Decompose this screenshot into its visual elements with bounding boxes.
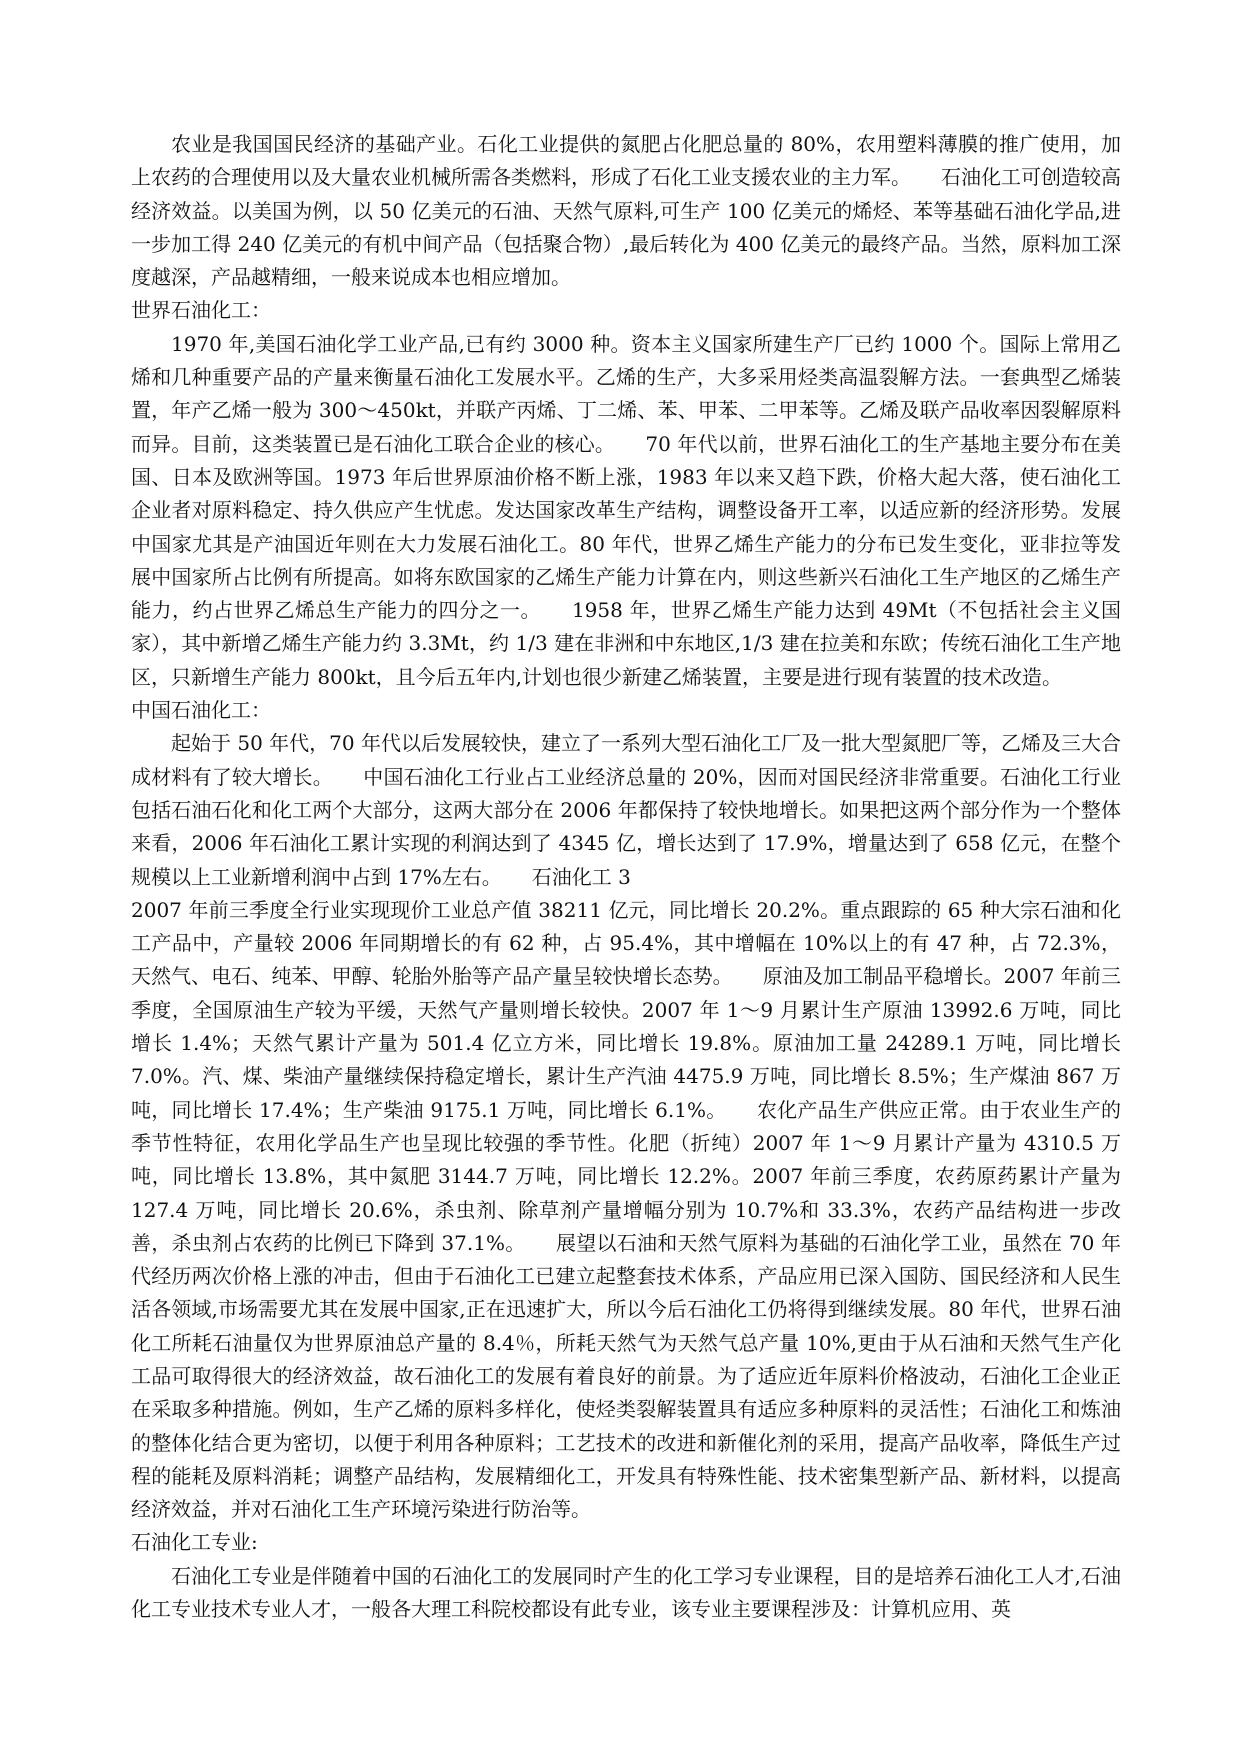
- heading-world-petrochemical: 世界石油化工：: [131, 298, 271, 323]
- paragraph-world-petrochemical: 1970 年,美国石油化学工业产品,已有约 3000 种。资本主义国家所建生产厂已约 1000 个。国际上常用乙烯和几种重要产品的产量来衡量石油化工发展水平。乙烯的生产，大多采用烃类高温裂解方法。一套典型乙烯装置，年产乙烯一般为 300～450kt，并联产丙烯、丁二烯、苯、甲苯、二甲苯等。乙烯及联产品收率因裂解原料而异。目前，这类装置已是石油化工联合企业的核心。 70 年代以前，世界石油化工的生产基地主要分布在美国、日本及欧洲等国。1973 年后世界原油价格不断上涨，1983 年以来又趋下跌，价格大起大落，使石油化工企业者对原料稳定、持久供应产生忧虑。发达国家改革生产结构，调整设备开工率，以适应新的经济形势。发展中国家尤其是产油国近年则在大力发展石油化工。80 年代，世界乙烯生产能力的分布已发生变化，亚非拉等发展中国家所占比例有所提高。如将东欧国家的乙烯生产能力计算在内，则这些新兴石油化工生产地区的乙烯生产能力，约占世界乙烯总生产能力的四分之一。 1958 年，世界乙烯生产能力达到 49Mt（不包括社会主义国家），其中新增乙烯生产能力约 3.3Mt，约 1/3 建在非洲和中东地区,1/3 建在拉美和东欧；传统石油化工生产地区，只新增生产能力 800kt，且今后五年内,计划也很少新建乙烯装置，主要是进行现有装置的技术改造。: [131, 331, 1121, 689]
- heading-china-petrochemical: 中国石油化工：: [131, 698, 271, 723]
- paragraph-2007-statistics: 2007 年前三季度全行业实现现价工业总产值 38211 亿元，同比增长 20.2%。重点跟踪的 65 种大宗石油和化工产品中，产量较 2006 年同期增长的有 62 种，占 95.4%，其中增幅在 10%以上的有 47 种，占 72.3%，天然气、电石、纯苯、甲醇、轮胎外胎等产品产量呈较快增长态势。 原油及加工制品平稳增长。2007 年前三季度，全国原油生产较为平缓，天然气产量则增长较快。2007 年 1～9 月累计生产原油 13992.6 万吨，同比增长 1.4%；天然气累计产量为 501.4 亿立方米，同比增长 19.8%。原油加工量 24289.1 万吨，同比增长 7.0%。汽、煤、柴油产量继续保持稳定增长，累计生产汽油 4475.9 万吨，同比增长 8.5%；生产煤油 867 万吨，同比增长 17.4%；生产柴油 9175.1 万吨，同比增长 6.1%。 农化产品生产供应正常。由于农业生产的季节性特征，农用化学品生产也呈现比较强的季节性。化肥（折纯）2007 年 1～9 月累计产量为 4310.5 万吨，同比增长 13.8%，其中氮肥 3144.7 万吨，同比增长 12.2%。2007 年前三季度，农药原药累计产量为 127.4 万吨，同比增长 20.6%，杀虫剂、除草剂产量增幅分别为 10.7%和 33.3%，农药产品结构进一步改善，杀虫剂占农药的比例已下降到 37.1%。 展望以石油和天然气原料为基础的石油化学工业，虽然在 70 年代经历两次价格上涨的冲击，但由于石油化工已建立起整套技术体系，产品应用已深入国防、国民经济和人民生活各领域,市场需要尤其在发展中国家,正在迅速扩大，所以今后石油化工仍将得到继续发展。80 年代，世界石油化工所耗石油量仅为世界原油总产量的 8.4％，所耗天然气为天然气总产量 10%,更由于从石油和天然气生产化工品可取得很大的经济效益，故石油化工的发展有着良好的前景。为了适应近年原料价格波动，石油化工企业正在采取多种措施。例如，生产乙烯的原料多样化，使烃类裂解装置具有适应多种原料的灵活性；石油化工和炼油的整体化结合更为密切，以便于利用各种原料；工艺技术的改进和新催化剂的采用，提高产品收率，降低生产过程的能耗及原料消耗；调整产品结构，发展精细化工，开发具有特殊性能、技术密集型新产品、新材料，以提高经济效益，并对石油化工生产环境污染进行防治等。: [131, 897, 1121, 1522]
- paragraph-china-petrochemical: 起始于 50 年代，70 年代以后发展较快，建立了一系列大型石油化工厂及一批大型氮肥厂等，乙烯及三大合成材料有了较大增长。 中国石油化工行业占工业经济总量的 20%，因而对国民经济非常重要。石油化工行业包括石油石化和化工两个大部分，这两大部分在 2006 年都保持了较快地增长。如果把这两个部分作为一个整体来看，2006 年石油化工累计实现的利润达到了 4345 亿，增长达到了 17.9%，增量达到了 658 亿元，在整个规模以上工业新增利润中占到 17%左右。 石油化工 3: [131, 731, 1121, 889]
- paragraph-petrochemical-major: 石油化工专业是伴随着中国的石油化工的发展同时产生的化工学习专业课程，目的是培养石油化工人才,石油化工专业技术专业人才，一般各大理工科院校都设有此专业，该专业主要课程涉及：计算机应用、英: [131, 1563, 1121, 1622]
- heading-petrochemical-major: 石油化工专业:: [131, 1530, 258, 1555]
- paragraph-agriculture: 农业是我国国民经济的基础产业。石化工业提供的氮肥占化肥总量的 80%，农用塑料薄膜的推广使用，加上农药的合理使用以及大量农业机械所需各类燃料，形成了石化工业支援农业的主力军。 石油化工可创造较高经济效益。以美国为例，以 50 亿美元的石油、天然气原料,可生产 100 亿美元的烯烃、苯等基础石油化学品,进一步加工得 240 亿美元的有机中间产品（包括聚合物）,最后转化为 400 亿美元的最终产品。当然，原料加工深度越深，产品越精细，一般来说成本也相应增加。: [131, 132, 1121, 290]
- document-page: [131, 128, 1121, 1626]
